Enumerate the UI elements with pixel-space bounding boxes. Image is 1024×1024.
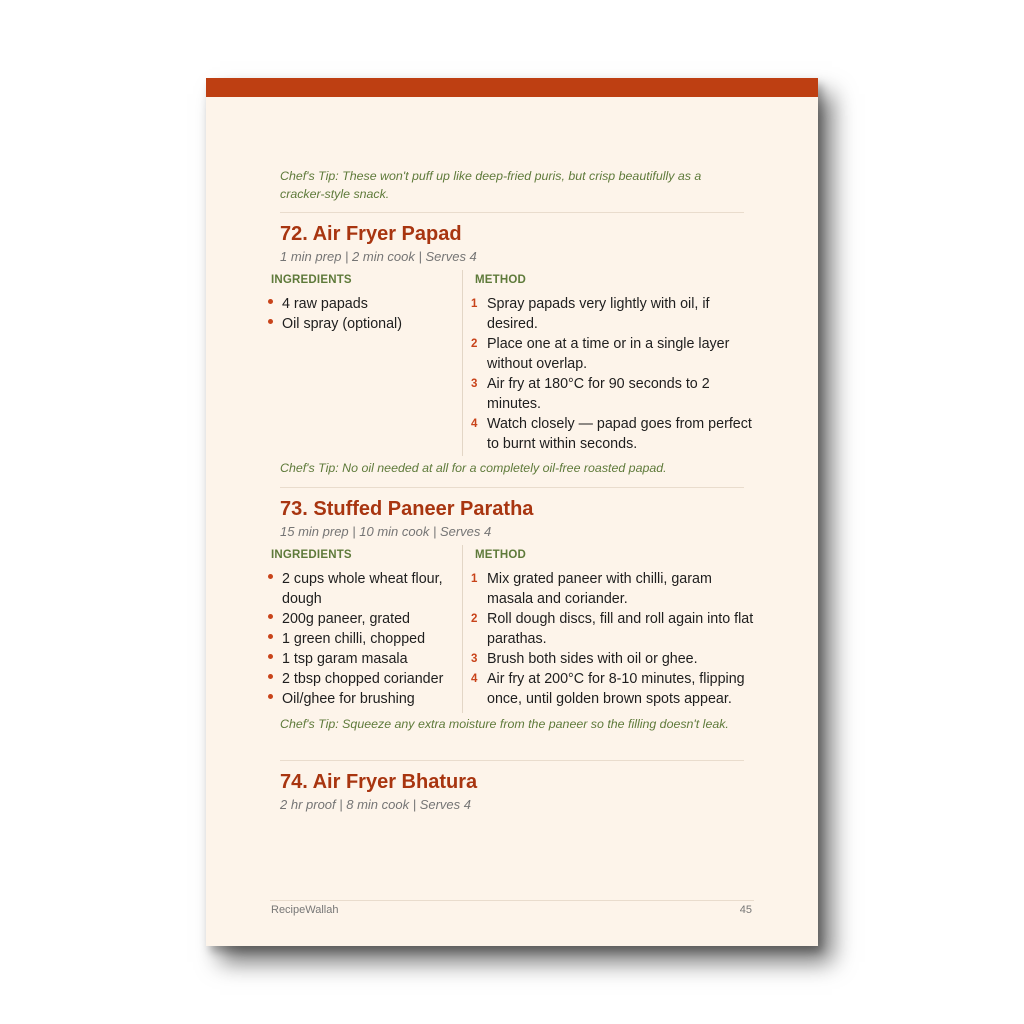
list-item: 2 Place one at a time or in a single layer without overlap. — [471, 336, 730, 372]
method-steps-73 — [471, 569, 761, 709]
recipe-title-73: 73. Stuffed Paneer Paratha — [280, 498, 534, 520]
column-divider — [462, 270, 463, 456]
book-page — [206, 78, 818, 946]
ingredient-list-72 — [266, 294, 451, 334]
list-item: Oil/ghee for brushing — [266, 689, 451, 709]
bullet-icon — [268, 614, 273, 619]
chef-tip-previous: Chef's Tip: These won't puff up like deep-fried puris, but crisp beautifully as a cracker-style snack. — [280, 169, 702, 201]
section-divider — [280, 212, 744, 213]
page-number: 45 — [739, 904, 752, 916]
list-item: 1 Spray papads very lightly with oil, if desired. — [471, 296, 710, 332]
method-steps-72 — [471, 294, 761, 454]
list-item: 2 tbsp chopped coriander — [266, 669, 451, 689]
bullet-icon — [268, 694, 273, 699]
chef-tip-73: Chef's Tip: Squeeze any extra moisture from the paneer so the filling doesn't leak. — [280, 717, 729, 731]
footer-divider — [270, 900, 754, 901]
list-item: Oil spray (optional) — [266, 314, 451, 334]
list-item: 3 Brush both sides with oil or ghee. — [471, 651, 698, 667]
method-heading-73: METHOD — [475, 549, 527, 561]
method-heading-72: METHOD — [475, 274, 527, 286]
list-item: 1 Mix grated paneer with chilli, garam masala and coriander. — [471, 571, 712, 607]
bullet-icon — [268, 319, 273, 324]
list-item: 2 cups whole wheat flour, dough — [266, 569, 451, 609]
list-item: 2 Roll dough discs, fill and roll again into flat parathas. — [471, 611, 754, 647]
list-item: 4 Air fry at 200°C for 8-10 minutes, flipping once, until golden brown spots appear. — [471, 671, 745, 707]
section-divider — [280, 760, 744, 761]
recipe-meta-73: 15 min prep | 10 min cook | Serves 4 — [280, 524, 492, 539]
chef-tip-72: Chef's Tip: No oil needed at all for a completely oil-free roasted papad. — [280, 461, 667, 475]
bullet-icon — [268, 299, 273, 304]
ingredients-heading-72: INGREDIENTS — [271, 274, 352, 286]
recipe-meta-72: 1 min prep | 2 min cook | Serves 4 — [280, 249, 477, 264]
bullet-icon — [268, 674, 273, 679]
recipe-meta-74: 2 hr proof | 8 min cook | Serves 4 — [280, 797, 472, 812]
bullet-icon — [268, 574, 273, 579]
list-item: 3 Air fry at 180°C for 90 seconds to 2 minutes. — [471, 376, 710, 412]
list-item: 200g paneer, grated — [266, 609, 451, 629]
bullet-icon — [268, 654, 273, 659]
column-divider — [462, 545, 463, 713]
list-item: 4 Watch closely — papad goes from perfect to burnt within seconds. — [471, 416, 752, 452]
list-item: 1 tsp garam masala — [266, 649, 451, 669]
section-divider — [280, 487, 744, 488]
ingredients-heading-73: INGREDIENTS — [271, 549, 352, 561]
footer-brand: RecipeWallah — [271, 904, 339, 916]
bullet-icon — [268, 634, 273, 639]
ingredient-list-73 — [266, 569, 451, 709]
list-item: 1 green chilli, chopped — [266, 629, 451, 649]
header-accent-bar — [206, 78, 818, 97]
recipe-title-72: 72. Air Fryer Papad — [280, 223, 462, 245]
list-item: 4 raw papads — [266, 294, 451, 314]
recipe-title-74: 74. Air Fryer Bhatura — [280, 771, 478, 793]
